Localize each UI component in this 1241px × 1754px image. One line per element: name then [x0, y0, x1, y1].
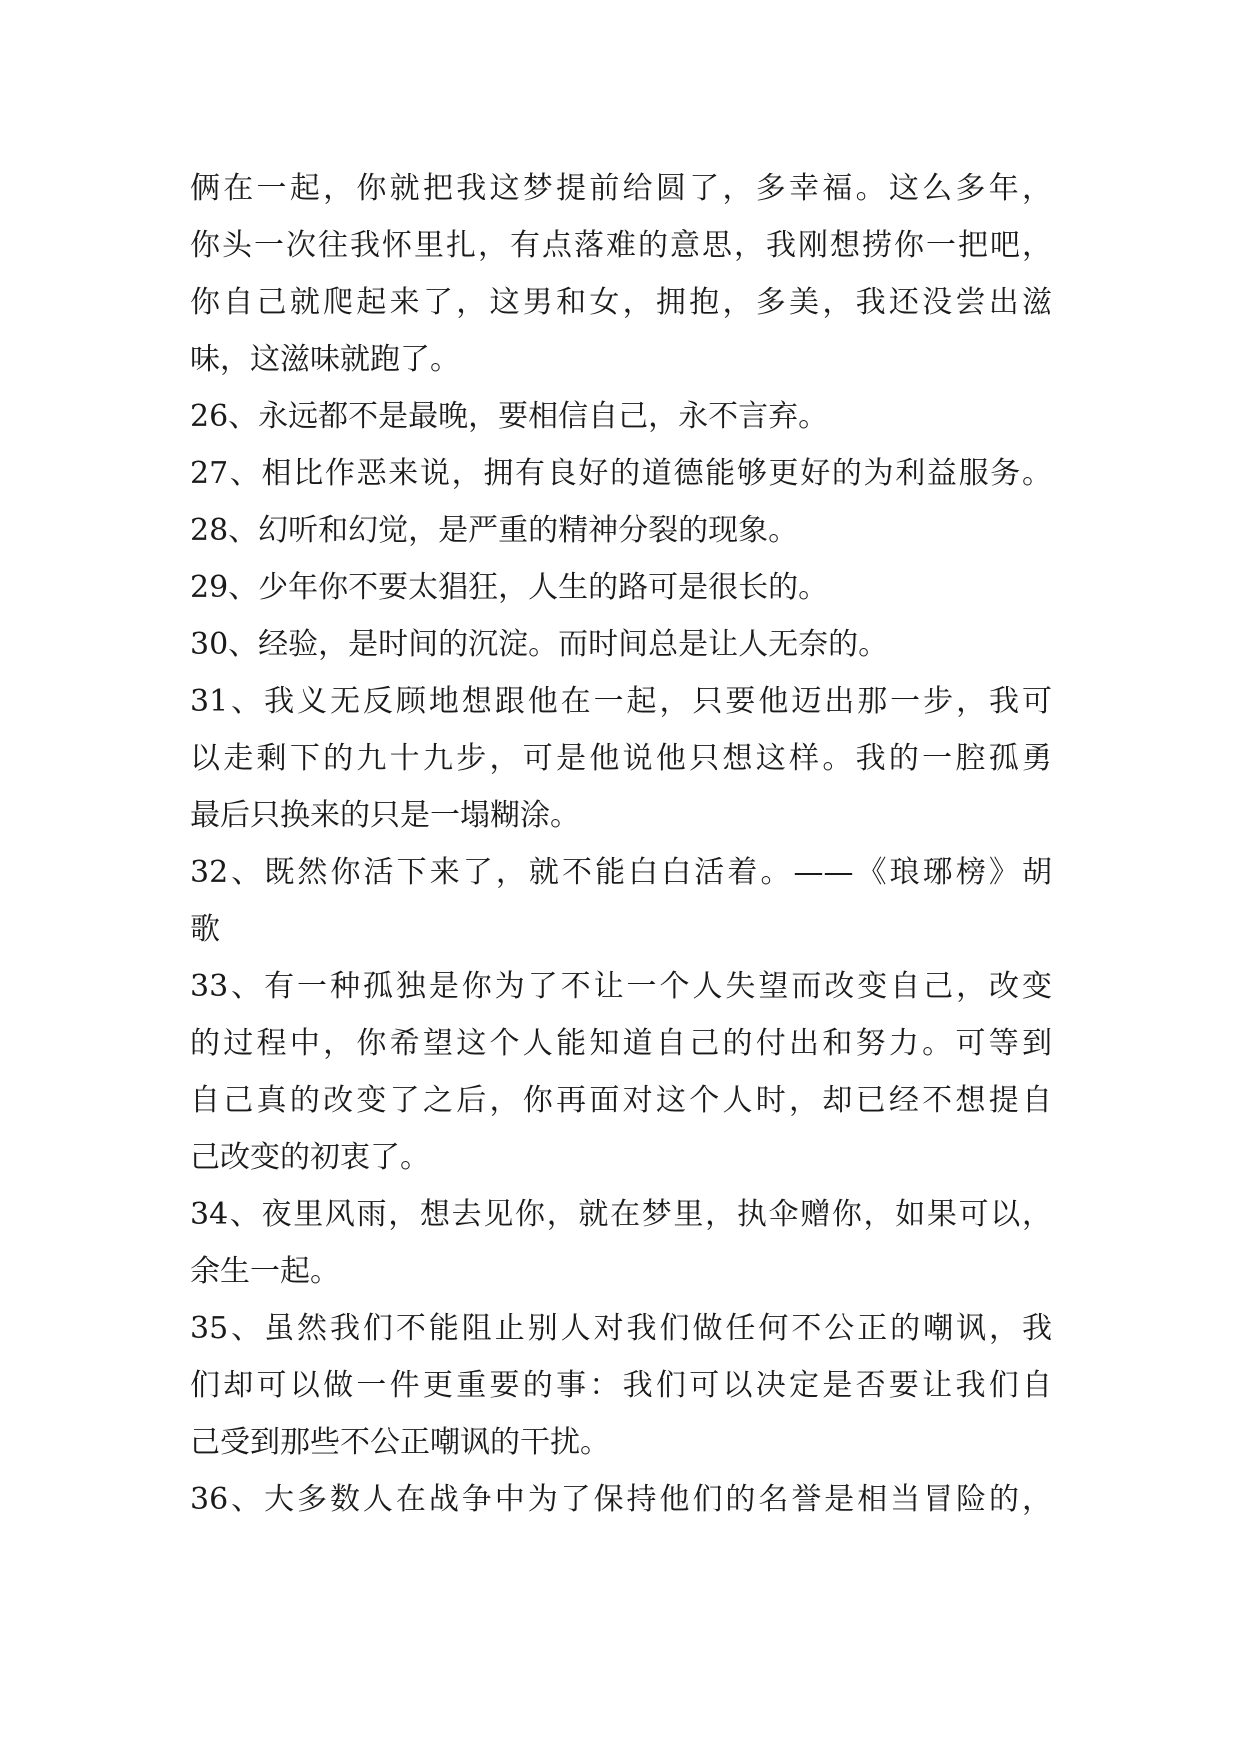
- text-line: 己受到那些不公正嘲讽的干扰。: [190, 1425, 610, 1460]
- paragraph-item-30: [190, 616, 1052, 673]
- text-line: 自己真的改变了之后，你再面对这个人时，却已经不想提自: [190, 1083, 1052, 1118]
- text-line: 你自己就爬起来了，这男和女，拥抱，多美，我还没尝出滋: [190, 285, 1052, 320]
- text-line: 27、相比作恶来说，拥有良好的道德能够更好的为利益服务。: [190, 456, 1052, 491]
- text-line: 34、夜里风雨，想去见你，就在梦里，执伞赠你，如果可以，: [190, 1197, 1052, 1232]
- paragraph-item-29: [190, 559, 1052, 616]
- text-line: 31、我义无反顾地想跟他在一起，只要他迈出那一步，我可: [190, 684, 1052, 719]
- text-line: 己改变的初衷了。: [190, 1140, 430, 1175]
- text-line: 29、少年你不要太猖狂，人生的路可是很长的。: [190, 570, 829, 605]
- paragraph-item-35: [190, 1300, 1052, 1471]
- text-line: 余生一起。: [190, 1254, 340, 1289]
- text-line: 最后只换来的只是一塌糊涂。: [190, 798, 580, 833]
- text-line: 俩在一起，你就把我这梦提前给圆了，多幸福。这么多年，: [190, 171, 1052, 206]
- text-line: 歌: [190, 912, 220, 947]
- paragraph-item-34: [190, 1186, 1052, 1300]
- text-line: 33、有一种孤独是你为了不让一个人失望而改变自己，改变: [190, 969, 1052, 1004]
- document-body: [190, 160, 1052, 1528]
- text-line: 36、大多数人在战争中为了保持他们的名誉是相当冒险的，: [190, 1482, 1052, 1517]
- text-line: 32、既然你活下来了，就不能白白活着。——《琅琊榜》胡: [190, 855, 1052, 890]
- paragraph-item-28: [190, 502, 1052, 559]
- text-line: 30、经验，是时间的沉淀。而时间总是让人无奈的。: [190, 627, 889, 662]
- paragraph-item-33: [190, 958, 1052, 1186]
- paragraph-continued: [190, 160, 1052, 388]
- paragraph-item-27: [190, 445, 1052, 502]
- text-line: 35、虽然我们不能阻止别人对我们做任何不公正的嘲讽，我: [190, 1311, 1052, 1346]
- text-line: 你头一次往我怀里扎，有点落难的意思，我刚想捞你一把吧，: [190, 228, 1052, 263]
- paragraph-item-26: [190, 388, 1052, 445]
- text-line: 们却可以做一件更重要的事：我们可以决定是否要让我们自: [190, 1368, 1052, 1403]
- text-line: 26、永远都不是最晚，要相信自己，永不言弃。: [190, 399, 829, 434]
- text-line: 以走剩下的九十九步，可是他说他只想这样。我的一腔孤勇: [190, 741, 1052, 776]
- paragraph-item-31: [190, 673, 1052, 844]
- paragraph-item-36: [190, 1471, 1052, 1528]
- text-line: 的过程中，你希望这个人能知道自己的付出和努力。可等到: [190, 1026, 1052, 1061]
- text-line: 28、幻听和幻觉，是严重的精神分裂的现象。: [190, 513, 799, 548]
- paragraph-item-32: [190, 844, 1052, 958]
- text-line: 味，这滋味就跑了。: [190, 342, 460, 377]
